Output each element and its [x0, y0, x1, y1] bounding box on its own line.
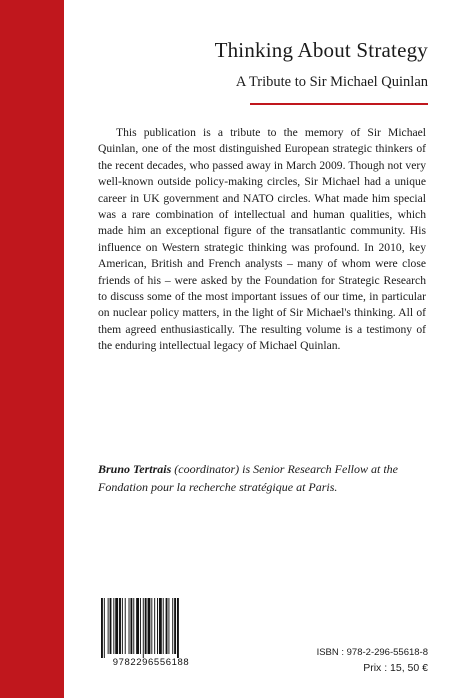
barcode-bar — [148, 598, 151, 654]
isbn-label: ISBN : 978-2-296-55618-8 — [316, 647, 428, 658]
barcode-bar — [119, 598, 121, 654]
price-label: Prix : 15, 50 € — [363, 662, 428, 674]
barcode-bar — [136, 598, 139, 654]
barcode-bar — [129, 598, 130, 654]
barcode-bar — [151, 598, 152, 654]
description-paragraph: This publication is a tribute to the memory of Sir Michael Quinlan, one of the most distinguished European strategic thinkers of the recent decades, who passed away in March 2009. Though not very well-known outside policy-making circles, Sir Michael had a unique career in UK government and NATO circles. What made him special was a rare combination of intellectual and human qualities, which made him an exceptional figure of the transatlantic community. His influence on Western strategic thinking was profound. In 2010, key American, British and French analysts – many of whom were close friends of his – were asked by the Foundation for Strategic Research to discuss some of the most important issues of our time, in particular on nuclear policy matters, in the light of Sir Michael's thinking. All of them agreed enthusiastically. The resulting volume is a testimony of the enduring intellectual legacy of Michael Quinlan. — [98, 126, 426, 353]
barcode-bar — [110, 598, 112, 654]
barcode-bar — [174, 598, 176, 654]
barcode-bar — [101, 598, 103, 658]
barcode-bar — [115, 598, 118, 654]
book-subtitle: A Tribute to Sir Michael Quinlan — [235, 74, 428, 90]
barcode-bar — [125, 598, 126, 654]
title-divider — [250, 103, 428, 105]
barcode-bar — [163, 598, 164, 654]
barcode-bar — [133, 598, 134, 654]
barcode — [97, 596, 205, 674]
barcode-bar — [172, 598, 173, 654]
barcode-bar — [157, 598, 158, 654]
red-spine-band — [0, 0, 64, 698]
barcode-bar — [166, 598, 168, 654]
barcode-bar — [145, 598, 147, 654]
barcode-bar — [168, 598, 169, 654]
barcode-bars — [97, 596, 205, 658]
barcode-bar — [113, 598, 114, 654]
author-bio: (coordinator) is Senior Research Fellow at the Fondation pour la recherche stratégique at Paris. — [98, 462, 399, 494]
barcode-bar — [177, 598, 179, 658]
barcode-bar — [104, 598, 105, 658]
barcode-bar — [143, 598, 144, 658]
barcode-digits: 9782296556188 — [112, 657, 190, 668]
barcode-bar — [154, 598, 155, 654]
barcode-bar — [140, 598, 141, 654]
book-title: Thinking About Strategy — [214, 38, 428, 62]
barcode-bar — [130, 598, 132, 654]
author-name: Bruno Tertrais — [98, 462, 172, 476]
barcode-bar — [159, 598, 162, 654]
barcode-bar — [122, 598, 123, 654]
back-cover-content — [64, 0, 450, 698]
barcode-bar — [108, 598, 109, 654]
author-note — [98, 461, 428, 496]
